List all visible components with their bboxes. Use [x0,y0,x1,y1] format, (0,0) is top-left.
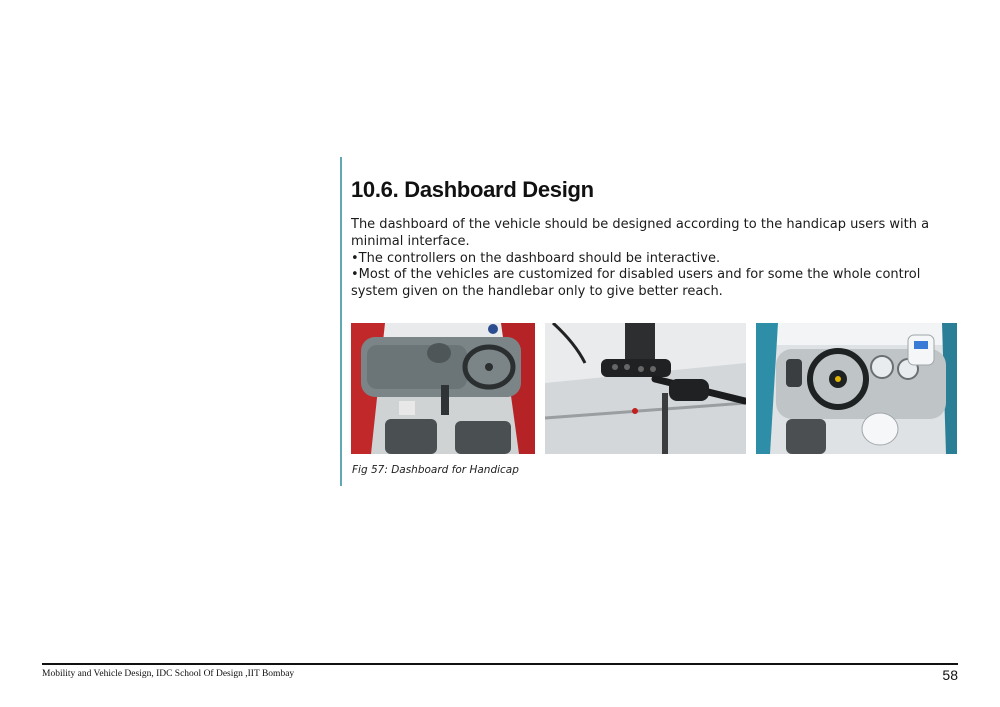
body-paragraph: The dashboard of the vehicle should be designed according to the handicap users with a minimal interface. [351,217,930,249]
section-body [351,217,963,301]
figure-caption: Fig 57: Dashboard for Handicap [352,464,519,476]
section-accent-line [340,157,342,486]
handlebar-controls-photo [545,323,746,454]
footer-source: Mobility and Vehicle Design, IDC School Of Design ,IIT Bombay [42,669,295,679]
body-bullet: •The controllers on the dashboard should be interactive. [351,250,721,266]
page-number: 58 [942,667,958,683]
steering-adapted-dashboard-photo [756,323,957,454]
body-bullet: •Most of the vehicles are customized for disabled users and for some the whole control system given on the handlebar only to give better reach. [351,267,921,300]
section-title: 10.6. Dashboard Design [351,177,594,202]
footer-rule [42,663,958,665]
red-vehicle-dashboard-photo [351,323,535,454]
